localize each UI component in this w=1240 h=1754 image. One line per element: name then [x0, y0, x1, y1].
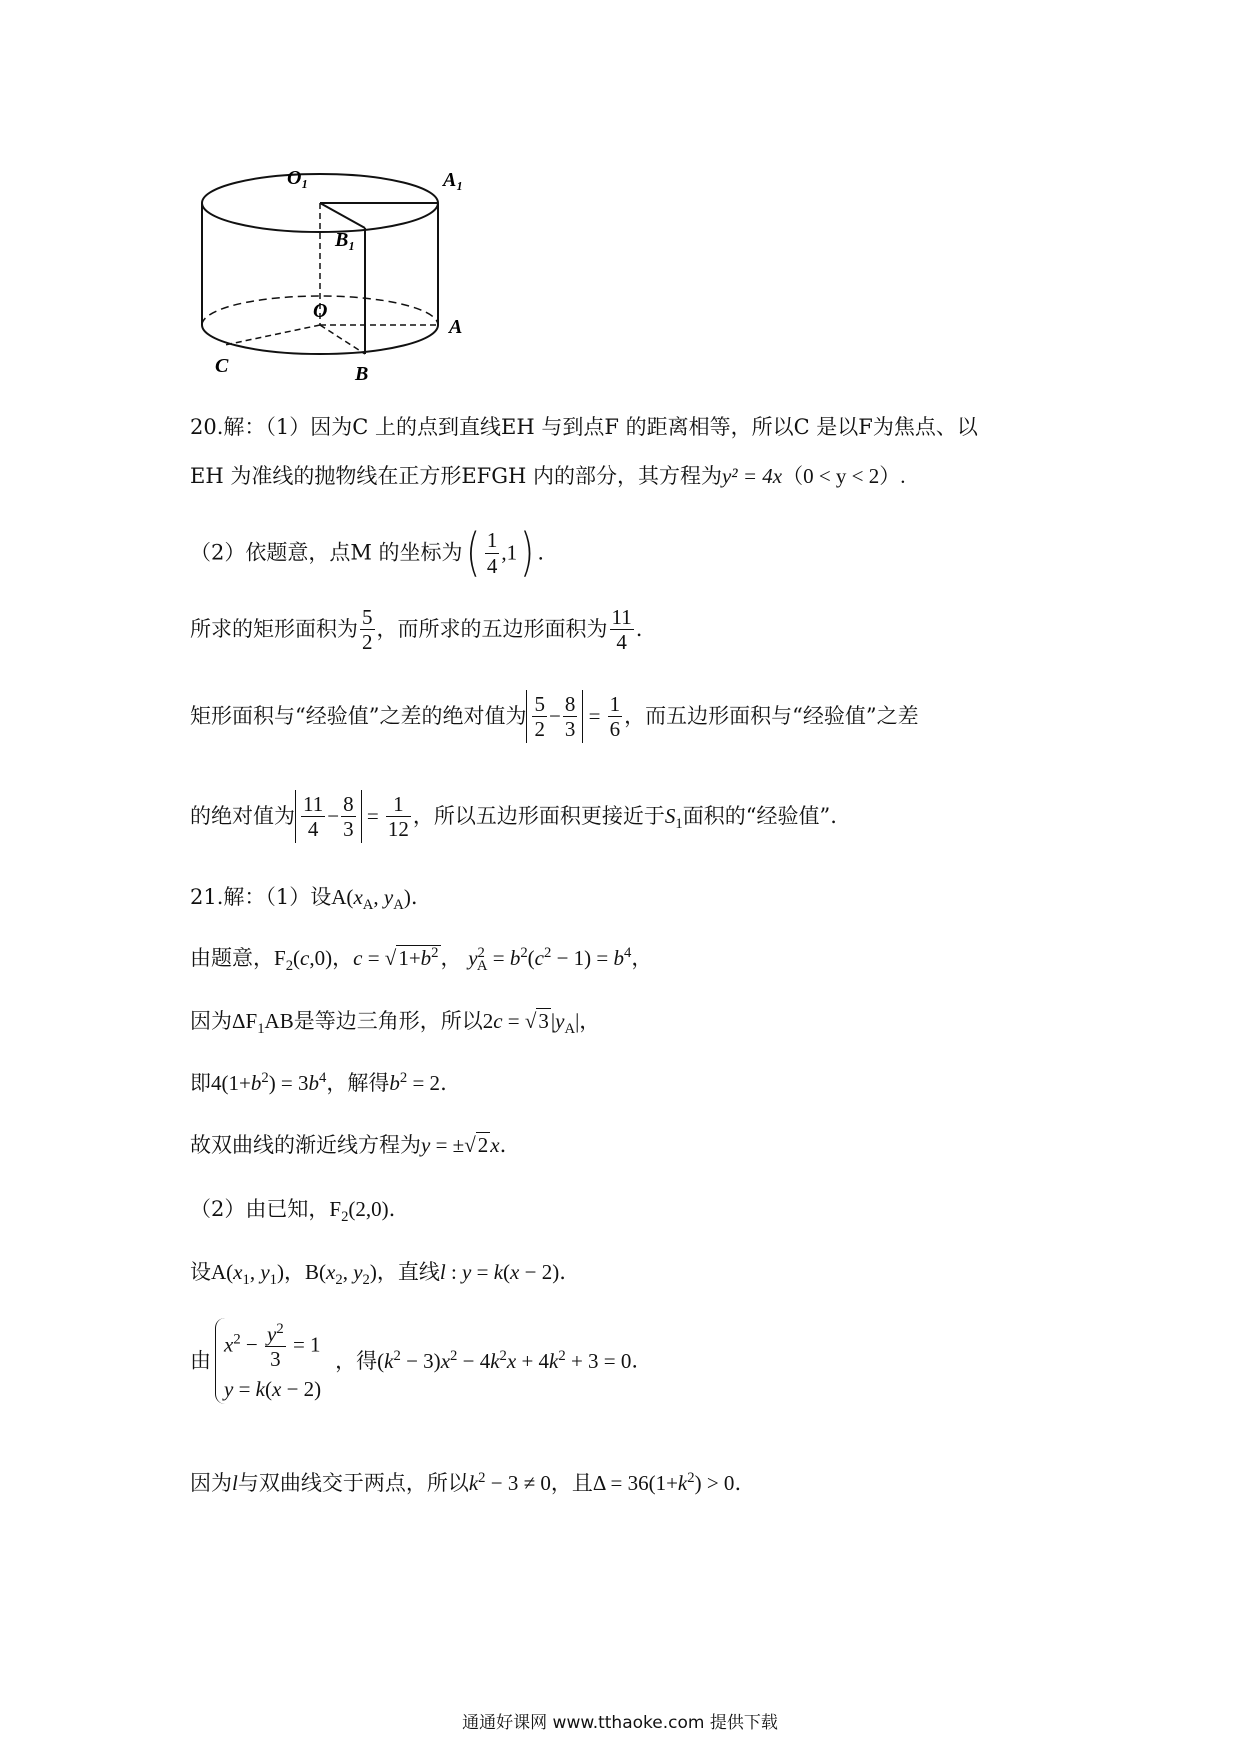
q20-text1: 20.解：（1）因为C 上的点到直线EH 与到点F 的距离相等，所以C 是以F为焦点、以 [190, 415, 978, 439]
q20-line1 [190, 417, 978, 438]
q21-line2: 由题意，$F_2(c,0)$，$c = √1+b^2$， $y^2_A = b^2(c^2 - 1) = b^4$， [190, 945, 653, 975]
q21-text8: 由 [190, 1348, 211, 1373]
q20-text6b: ，所以五边形面积更接近于 [412, 804, 665, 829]
q20-text4: 所求的矩形面积为 [190, 617, 358, 642]
parabola-equation: y² = 4x [721, 464, 783, 488]
label-B: B [355, 363, 369, 385]
q21-line5: 故双曲线的渐近线方程为y = ±√2x. [190, 1133, 507, 1157]
q21-text9b: 与双曲线交于两点，所以 [237, 1471, 469, 1495]
parabola-range: （0 < y < 2）. [782, 464, 906, 488]
q20-line5: 矩形面积与“经验值”之差的绝对值为 $\frac{5}{2}$ − $\frac{8}{3}$ = $\frac{1}{6}$ ，而五边形面积与“经验值”之差 [190, 690, 919, 743]
equation-system: $x^2$ − $\frac{y^2}{3}$ = 1 y = k(x − 2) [215, 1318, 321, 1404]
q21-text9: 因为 [190, 1471, 232, 1495]
point-m-y: ,1 [501, 540, 518, 565]
fraction-1-12: $\frac{1}{12}$ [387, 792, 409, 842]
q21-line3: 因为$\Delta F_1AB$是等边三角形，所以$2c = √3|y_A|$， [190, 1009, 601, 1038]
q21-text3: 因为 [190, 1009, 232, 1033]
q21-line8: 由 $x^2$ − $\frac{y^2}{3}$ = 1 y = k(x − 2) ，得$(k^2 - 3)x^2 - 4k^2x + 4k^2 + 3 = 0$. [190, 1318, 638, 1404]
q20-text4b: ，而所求的五边形面积为 [376, 617, 608, 642]
fraction-5-2: $\frac{5}{2}$ [362, 605, 373, 655]
q21-text2: 由题意， [190, 946, 274, 970]
segment-OB [320, 325, 365, 354]
fraction-11-4: $\frac{11}{4}$ [611, 605, 632, 655]
q21-text4: 即 [190, 1071, 211, 1095]
q21-text9c: ，且 [550, 1471, 593, 1495]
symbol-s1: $S_1$ [664, 804, 683, 833]
q21-line6: （2）由已知，$F_2(2,0)$. [190, 1197, 396, 1226]
q21-text7c: ，直线 [376, 1260, 440, 1284]
q20-text2: EH 为准线的抛物线在正方形EFGH 内的部分，其方程为 [190, 464, 722, 488]
q21-text7: 设 [190, 1260, 211, 1284]
q20-text3: （2）依题意，点M 的坐标为 [190, 540, 463, 565]
q20-text6c: 面积的“经验值”. [682, 804, 837, 829]
abs-pent-diff: $\frac{11}{4}$ − $\frac{8}{3}$ [295, 790, 362, 843]
q21-line4: 即$4(1+b^2) = 3b^4$，解得$b^2 = 2$. [190, 1070, 447, 1095]
q20-text6: 的绝对值为 [190, 804, 295, 829]
q20-text5: 矩形面积与“经验值”之差的绝对值为 [190, 704, 527, 729]
q21-text8b: ，得 [335, 1348, 378, 1373]
bottom-ellipse-front [202, 325, 438, 354]
q20-line4: 所求的矩形面积为 $\frac{5}{2}$ ，而所求的五边形面积为 $\frac{11}{4}$ . [190, 605, 643, 655]
q21-text5: 故双曲线的渐近线方程为 [190, 1133, 421, 1157]
q21-text3b: 是等边三角形，所以 [293, 1009, 483, 1033]
label-A: A [449, 316, 463, 338]
q20-line2 [190, 466, 906, 487]
q21-sep7: ， [284, 1260, 306, 1284]
fraction-1-6: $\frac{1}{6}$ [609, 692, 621, 742]
q21-text6: （2）由已知， [190, 1197, 330, 1221]
label-O: O [313, 300, 328, 322]
label-A1: A₁ [443, 170, 464, 191]
segment-OC [225, 325, 320, 345]
q21-sep2: ， [440, 946, 462, 970]
q20-line6: 的绝对值为 $\frac{11}{4}$ − $\frac{8}{3}$ = $\frac{1}{12}$ ，所以五边形面积更接近于$S_1$面积的“经验值”. [190, 790, 837, 843]
q20-text5b: ，而五边形面积与“经验值”之差 [624, 704, 919, 729]
label-C: C [215, 355, 229, 377]
q21-line9: 因为l与双曲线交于两点，所以$k^2 - 3 \ne 0$，且$\Delta = 36(1+k^2) > 0$. [190, 1470, 742, 1495]
q21-text1: 21.解：（1）设 [190, 885, 332, 909]
q21-line1: 21.解：（1）设$A(x_A$, $y_A$). [190, 885, 418, 914]
label-B1: B₁ [335, 229, 356, 251]
q21-line7: 设$A(x_1$, $y_1$)，$B(x_2$, $y_2$)，直线l : y = k(x − 2). [190, 1260, 566, 1289]
fraction-1-4: $\frac{1}{4}$ [486, 528, 498, 578]
cylinder-figure [185, 170, 485, 390]
q20-line3: （2）依题意，点M 的坐标为( $\frac{1}{4}$ ,1) . [190, 523, 545, 583]
page-footer: 通通好课网 www.tthaoke.com 提供下载 [462, 1713, 778, 1733]
abs-rect-diff: $\frac{5}{2}$ − $\frac{8}{3}$ [526, 690, 583, 743]
q21-text4b: ，解得 [326, 1071, 390, 1095]
label-O1: O₁ [287, 170, 309, 189]
segment-O1B1 [320, 203, 365, 228]
